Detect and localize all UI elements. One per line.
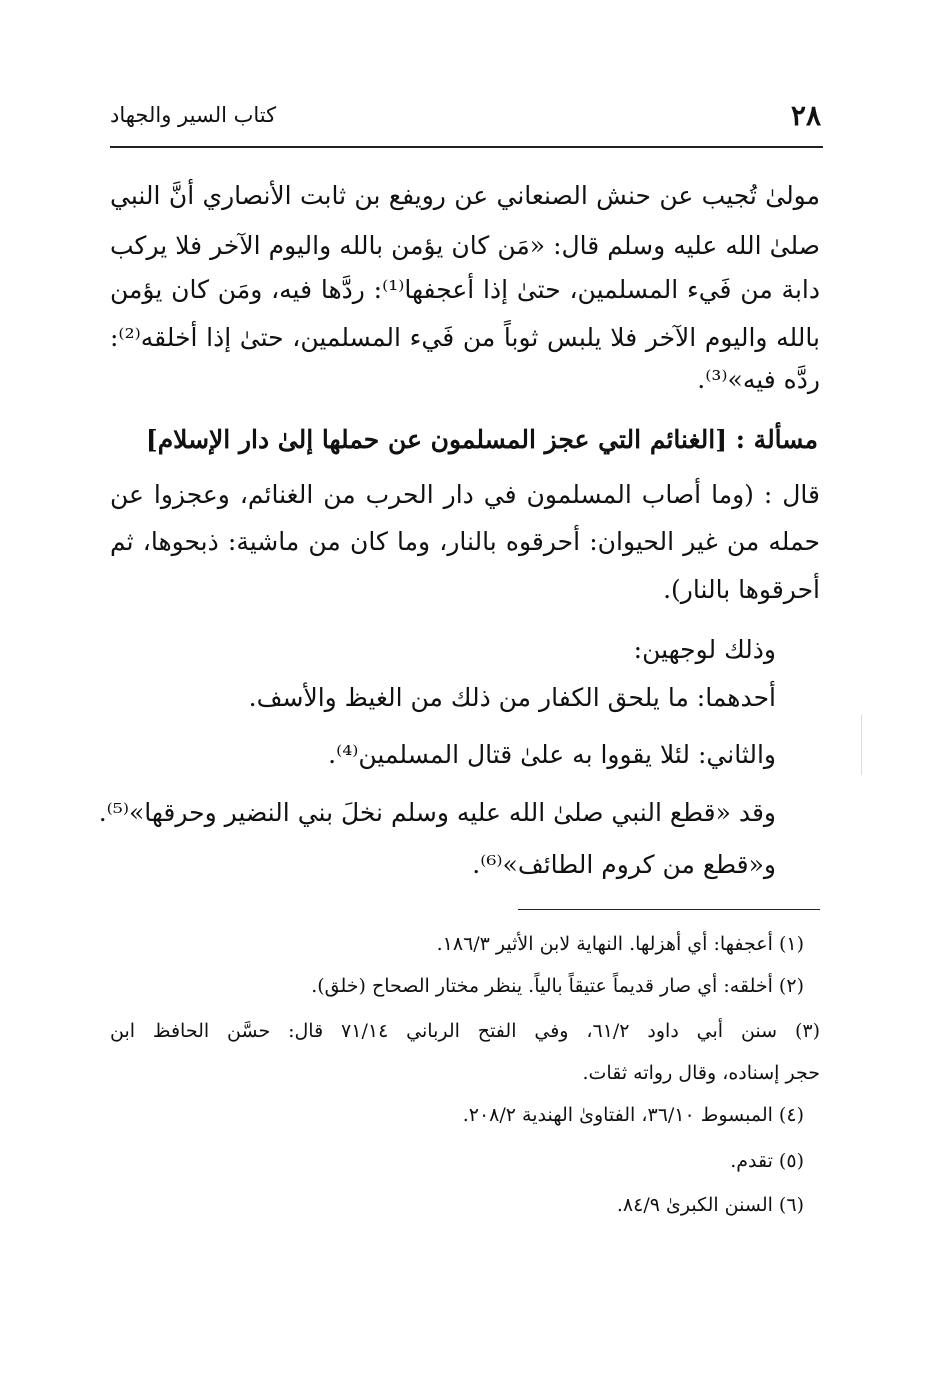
- body-line: بالله واليوم الآخر فلا يلبس ثوباً من فَيء المسلمين، حتىٰ إذا أخلقه⁽²⁾:: [110, 323, 820, 352]
- body-line: مولىٰ تُجيب عن حنش الصنعاني عن رويفع بن ثابت الأنصاري أنَّ النبي: [110, 181, 820, 210]
- body-line: وذلك لوجهين:: [633, 635, 776, 664]
- footnote-divider: [518, 909, 820, 910]
- section-heading: مسألة : [الغنائم التي عجز المسلمون عن حملها إلىٰ دار الإسلام]: [145, 425, 818, 454]
- body-line: وقد «قطع النبي صلىٰ الله عليه وسلم نخلَ بني النضير وحرقها»⁽⁵⁾.: [98, 798, 776, 827]
- body-line: قال : (وما أصاب المسلمون في دار الحرب من الغنائم، وعجزوا عن: [110, 480, 820, 509]
- footnote: (٣) سنن أبي داود ٦١/٢، وفي الفتح الرباني ٧١/١٤ قال: حسَّن الحافظ ابن: [110, 1020, 820, 1042]
- body-line: و«قطع من كروم الطائف»⁽⁶⁾.: [472, 850, 776, 879]
- header-divider: [110, 146, 823, 148]
- footnote: (٢) أخلقه: أي صار قديماً عتيقاً بالياً. ينظر مختار الصحاح (خلق).: [311, 975, 804, 997]
- body-line: أحدهما: ما يلحق الكفار من ذلك من الغيظ والأسف.: [248, 683, 776, 712]
- footnote: (١) أعجفها: أي أهزلها. النهاية لابن الأثير ١٨٦/٣.: [436, 933, 804, 955]
- chapter-title: كتاب السير والجهاد: [110, 103, 277, 127]
- body-line: صلىٰ الله عليه وسلم قال: «مَن كان يؤمن بالله واليوم الآخر فلا يركب: [110, 231, 820, 260]
- footnote: (٥) تقدم.: [730, 1150, 804, 1172]
- body-line: حمله من غير الحيوان: أحرقوه بالنار، وما كان من ماشية: ذبحوها، ثم: [110, 527, 820, 556]
- body-line: والثاني: لئلا يقووا به علىٰ قتال المسلمين⁽⁴⁾.: [328, 740, 776, 769]
- page-number: ٢٨: [790, 99, 821, 132]
- body-line: دابة من فَيء المسلمين، حتىٰ إذا أعجفها⁽¹⁾: ردَّها فيه، ومَن كان يؤمن: [110, 275, 820, 304]
- footnote: (٦) السنن الكبرىٰ ٨٤/٩.: [616, 1194, 804, 1216]
- footnote: (٤) المبسوط ٣٦/١٠، الفتاوىٰ الهندية ٢٠٨/٢.: [462, 1104, 804, 1126]
- body-line: ردَّه فيه»⁽³⁾.: [697, 365, 820, 394]
- footnote: حجر إسناده، وقال رواته ثقات.: [582, 1062, 820, 1084]
- body-line: أحرقوها بالنار).: [663, 575, 820, 604]
- running-header: [110, 95, 823, 143]
- scan-artifact: [861, 715, 862, 775]
